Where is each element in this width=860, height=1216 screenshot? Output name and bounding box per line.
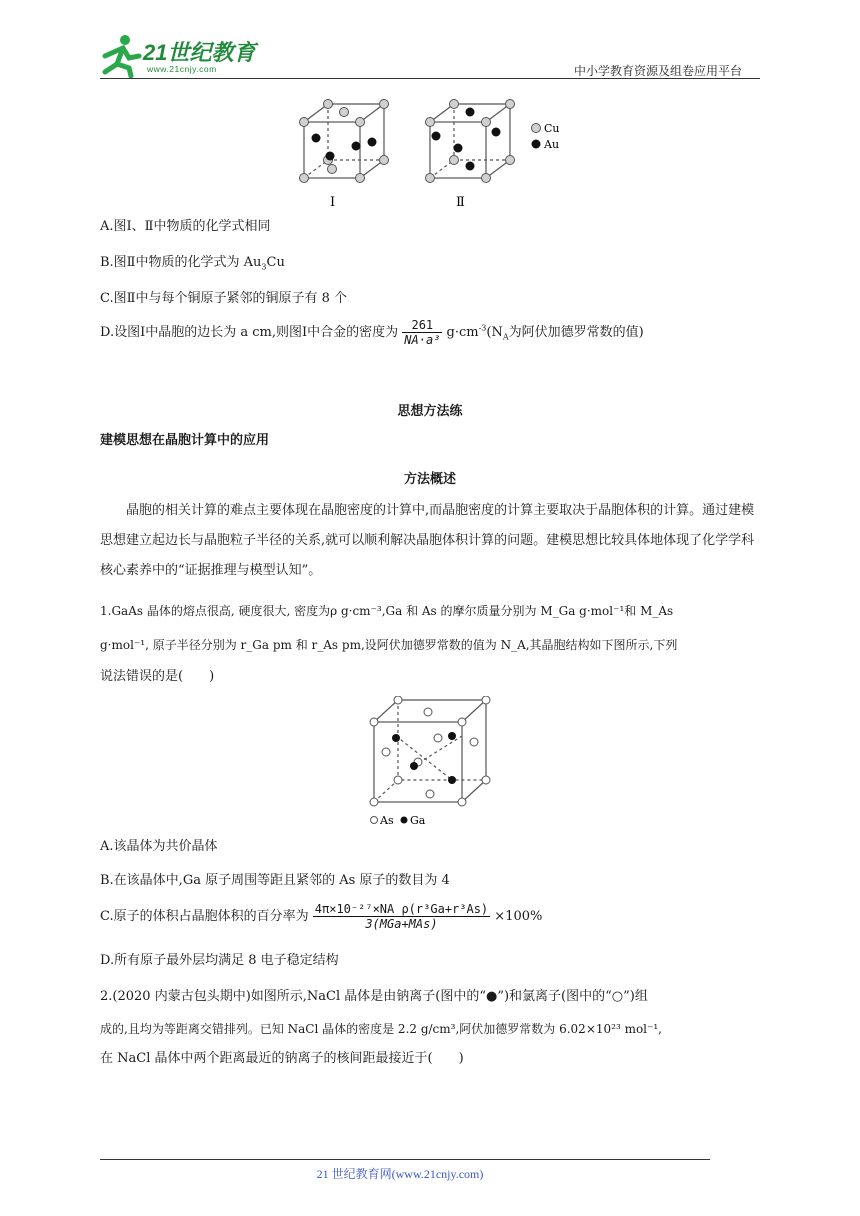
q1-option-c: C.原子的体积占晶胞体积的百分率为 $\frac{\text{4π×10⁻²⁷×NA ρ(r³Ga+r³As)}}{\text{3(MGa+MAs)}}$ ×100% [100, 902, 543, 931]
footer-rule [100, 1159, 710, 1160]
q1-line-3: 说法错误的是( ) [100, 669, 215, 684]
overview-title: 方法概述 [403, 472, 456, 487]
cell-label-ii: Ⅱ [456, 195, 465, 210]
q1-line-1: 1.GaAs 晶体的熔点很高, 硬度很大, 密度为ρ g·cm⁻³,Ga 和 As 的摩尔质量分别为 M_Ga g·mol⁻¹和 M_As [100, 604, 674, 618]
q2-line-3: 在 NaCl 晶体中两个距离最近的钠离子的核间距最接近于( ) [100, 1051, 464, 1066]
q2-line-1: 2.(2020 内蒙古包头期中)如图所示,NaCl 晶体是由钠离子(图中的“●”)和氯离子(图中的“○”)组 [100, 989, 648, 1004]
q1-option-b: B.在该晶体中,Ga 原子周围等距且紧邻的 As 原子的数目为 4 [100, 873, 450, 888]
legend-as: As [380, 814, 394, 827]
legend-cu: Cu [544, 122, 560, 135]
section-title: 思想方法练 [397, 404, 463, 419]
legend-ga: Ga [410, 814, 426, 827]
logo-main-text: 21世纪教育 [143, 40, 256, 65]
unit-cell-figure-cu-au [290, 94, 590, 214]
volume-fraction: $\frac{\text{4π×10⁻²⁷×NA ρ(r³Ga+r³As)}}{\text{3(MGa+MAs)}}$ [314, 902, 489, 931]
legend-au: Au [544, 138, 560, 151]
q1-option-d: D.所有原子最外层均满足 8 电子稳定结构 [100, 953, 339, 968]
gaas-unit-cell-figure [366, 696, 506, 832]
header-logo [95, 34, 265, 78]
header-rule [100, 78, 760, 79]
option-a-prev: A.图Ⅰ、Ⅱ中物质的化学式相同 [100, 219, 271, 234]
density-fraction: $\frac{261}{\text{NA·a³}}$ [404, 318, 441, 347]
footer-text: 21 世纪教育网(www.21cnjy.com) [316, 1167, 484, 1181]
overview-paragraph: 晶胞的相关计算的难点主要体现在晶胞密度的计算中,而晶胞密度的计算主要取决于晶胞体积的计算。通过建模思想建立起边长与晶胞粒子半径的关系,就可以顺利解决晶胞体积计算的问题。建模思想比较具体地体现了化学学科核心素养中的“证据推理与模型认知”。 [100, 503, 755, 578]
option-b-prev: B.图Ⅱ中物质的化学式为 $Au_3Cu$ [100, 255, 285, 272]
q1-line-2: g·mol⁻¹, 原子半径分别为 r_Ga pm 和 r_As pm,设阿伏加德罗常数的值为 N_A,其晶胞结构如下图所示,下列 [100, 638, 678, 652]
option-c-prev: C.图Ⅱ中与每个铜原子紧邻的铜原子有 8 个 [100, 291, 347, 306]
q1-option-a: A.该晶体为共价晶体 [100, 839, 218, 854]
runner-logo-icon [95, 34, 145, 78]
cell-label-i: Ⅰ [330, 195, 336, 210]
platform-title: 中小学教育资源及组卷应用平台 [574, 64, 743, 78]
section-subtitle: 建模思想在晶胞计算中的应用 [100, 433, 270, 448]
q2-line-2: 成的,且均为等距离交错排列。已知 NaCl 晶体的密度是 2.2 g/cm³,阿伏加德罗常数为 6.02×10²³ mol⁻¹, [100, 1022, 662, 1036]
logo-url-text: www.21cnjy.com [147, 64, 217, 74]
option-d-prev: D.设图Ⅰ中晶胞的边长为 a cm,则图Ⅰ中合金的密度为 $\frac{261}{\text{NA·a³}}$ $g\cdot cm^{-3}(N_A$为阿伏加德罗常数的值) [100, 318, 644, 347]
